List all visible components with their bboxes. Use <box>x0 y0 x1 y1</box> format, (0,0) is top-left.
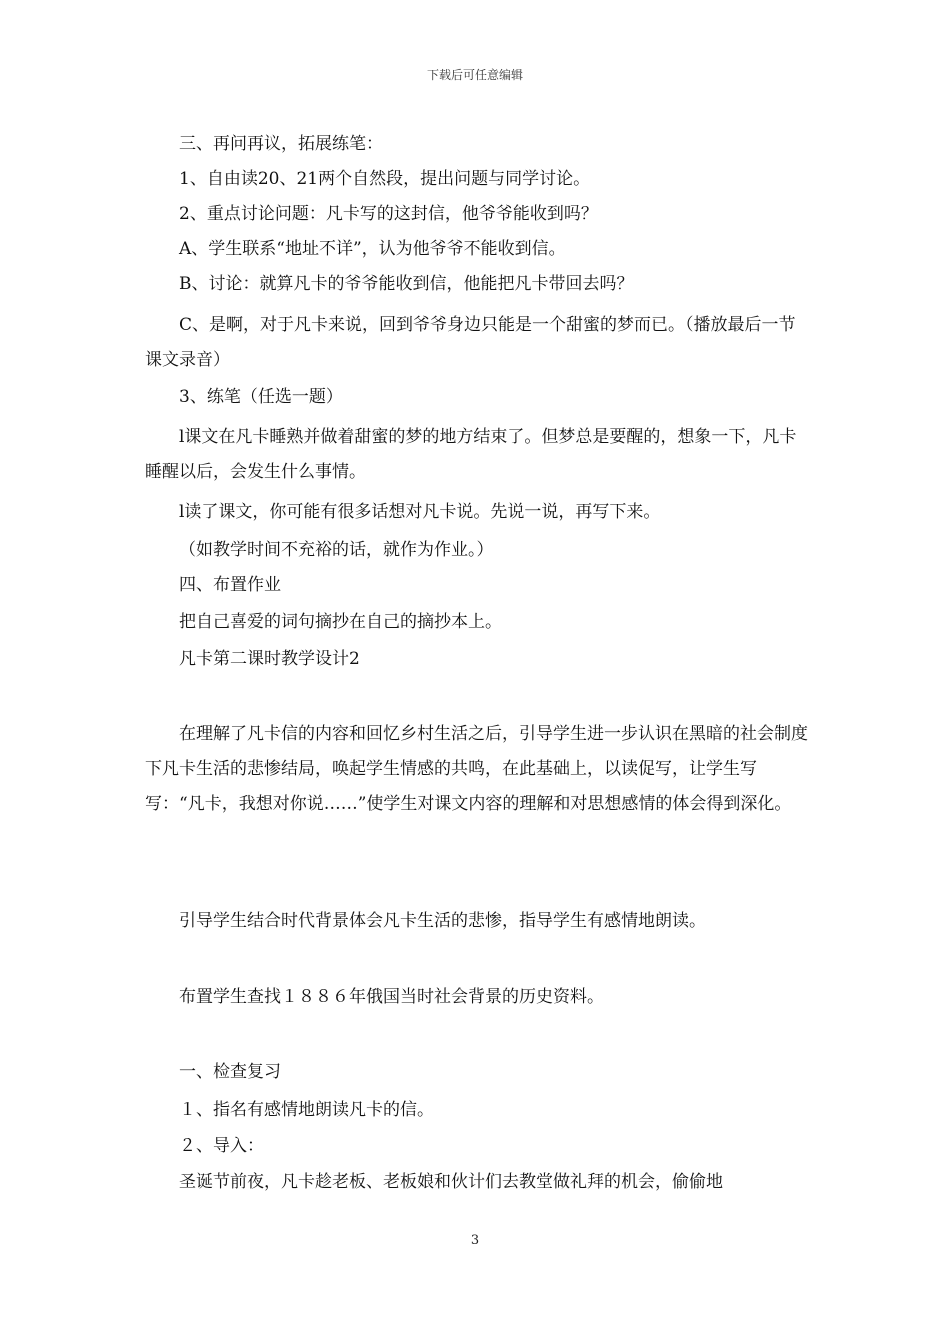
section-heading-4: 四、布置作业 <box>179 575 281 595</box>
paragraph: （如教学时间不充裕的话，就作为作业。） <box>179 540 494 560</box>
paragraph: 引导学生结合时代背景体会凡卡生活的悲惨，指导学生有感情地朗读。 <box>179 911 706 931</box>
paragraph: B、讨论：就算凡卡的爷爷能收到信，他能把凡卡带回去吗？ <box>179 274 634 294</box>
paragraph: ２、导入： <box>179 1136 264 1156</box>
paragraph: １、指名有感情地朗读凡卡的信。 <box>179 1100 434 1120</box>
paragraph: 2、重点讨论问题：凡卡写的这封信，他爷爷能收到吗？ <box>179 204 598 224</box>
section-heading-3: 三、再问再议，拓展练笔： <box>179 134 383 154</box>
paragraph: A、学生联系“地址不详”，认为他爷爷不能收到信。 <box>179 239 566 259</box>
paragraph: 在理解了凡卡信的内容和回忆乡村生活之后，引导学生进一步认识在黑暗的社会制度下凡卡生活的悲惨结局，唤起学生情感的共鸣，在此基础上，以读促写，让学生写写：“凡卡，我想对你说……”使学生对课文内容的理解和对思想感情的体会得到深化。 <box>145 724 808 814</box>
paragraph: 布置学生查找１８８６年俄国当时社会背景的历史资料。 <box>179 987 604 1007</box>
paragraph: 1、自由读20、21两个自然段，提出问题与同学讨论。 <box>179 169 591 189</box>
page-number: 3 <box>470 1233 480 1248</box>
page-header: 下载后可任意编辑 <box>426 68 523 82</box>
section-heading-1: 一、检查复习 <box>179 1062 281 1082</box>
paragraph: 3、练笔（任选一题） <box>179 387 343 407</box>
paragraph: 把自己喜爱的词句摘抄在自己的摘抄本上。 <box>179 612 502 632</box>
paragraph: 圣诞节前夜，凡卡趁老板、老板娘和伙计们去教堂做礼拜的机会，偷偷地 <box>179 1172 723 1192</box>
paragraph: l课文在凡卡睡熟并做着甜蜜的梦的地方结束了。但梦总是要醒的，想象一下，凡卡睡醒以后，会发生什么事情。 <box>145 427 797 482</box>
document-title: 凡卡第二课时教学设计2 <box>179 649 360 669</box>
paragraph: l读了课文，你可能有很多话想对凡卡说。先说一说，再写下来。 <box>179 502 661 522</box>
paragraph: C、是啊，对于凡卡来说，回到爷爷身边只能是一个甜蜜的梦而已。（播放最后一节课文录音） <box>145 315 796 370</box>
